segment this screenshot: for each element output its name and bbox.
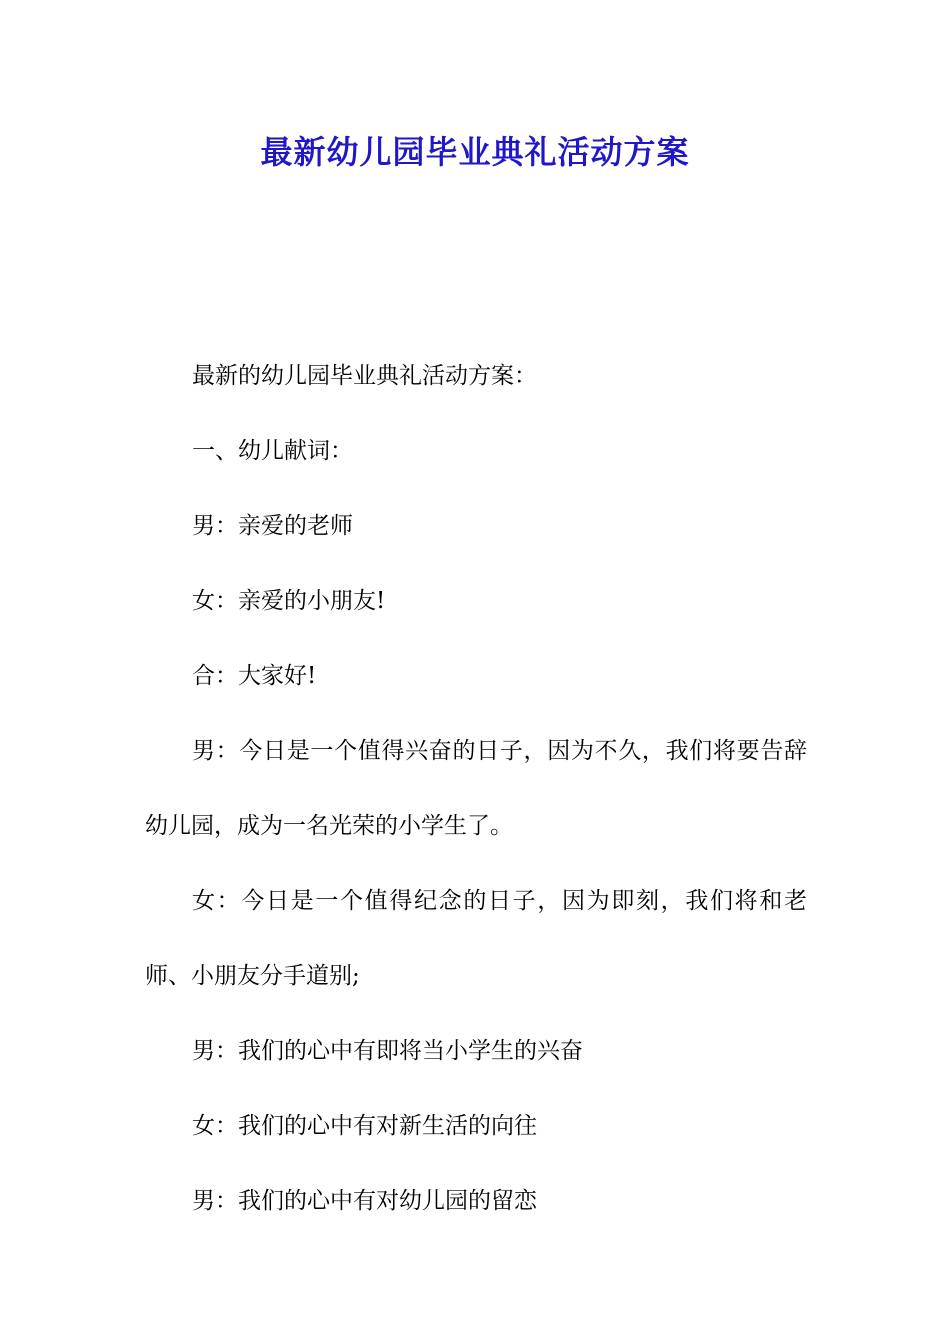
paragraph-line: 男：我们的心中有对幼儿园的留恋 <box>192 1188 537 1214</box>
paragraph-section-heading: 一、幼儿献词： <box>192 438 353 464</box>
document-title: 最新幼儿园毕业典礼活动方案 <box>260 133 690 171</box>
paragraph-line: 男：今日是一个值得兴奋的日子，因为不久，我们将要告辞幼儿园，成为一名光荣的小学生了。 <box>145 738 807 839</box>
paragraph-line: 合：大家好! <box>192 663 317 689</box>
paragraph-line: 男：亲爱的老师 <box>192 513 353 539</box>
paragraph-line: 女：今日是一个值得纪念的日子，因为即刻，我们将和老师、小朋友分手道别; <box>145 888 807 989</box>
paragraph-line: 男：我们的心中有即将当小学生的兴奋 <box>192 1038 583 1064</box>
paragraph-intro: 最新的幼儿园毕业典礼活动方案： <box>192 363 537 389</box>
paragraph-line: 女：亲爱的小朋友! <box>192 588 386 614</box>
document-body <box>145 339 807 1239</box>
paragraph-line: 女：我们的心中有对新生活的向往 <box>192 1113 537 1139</box>
